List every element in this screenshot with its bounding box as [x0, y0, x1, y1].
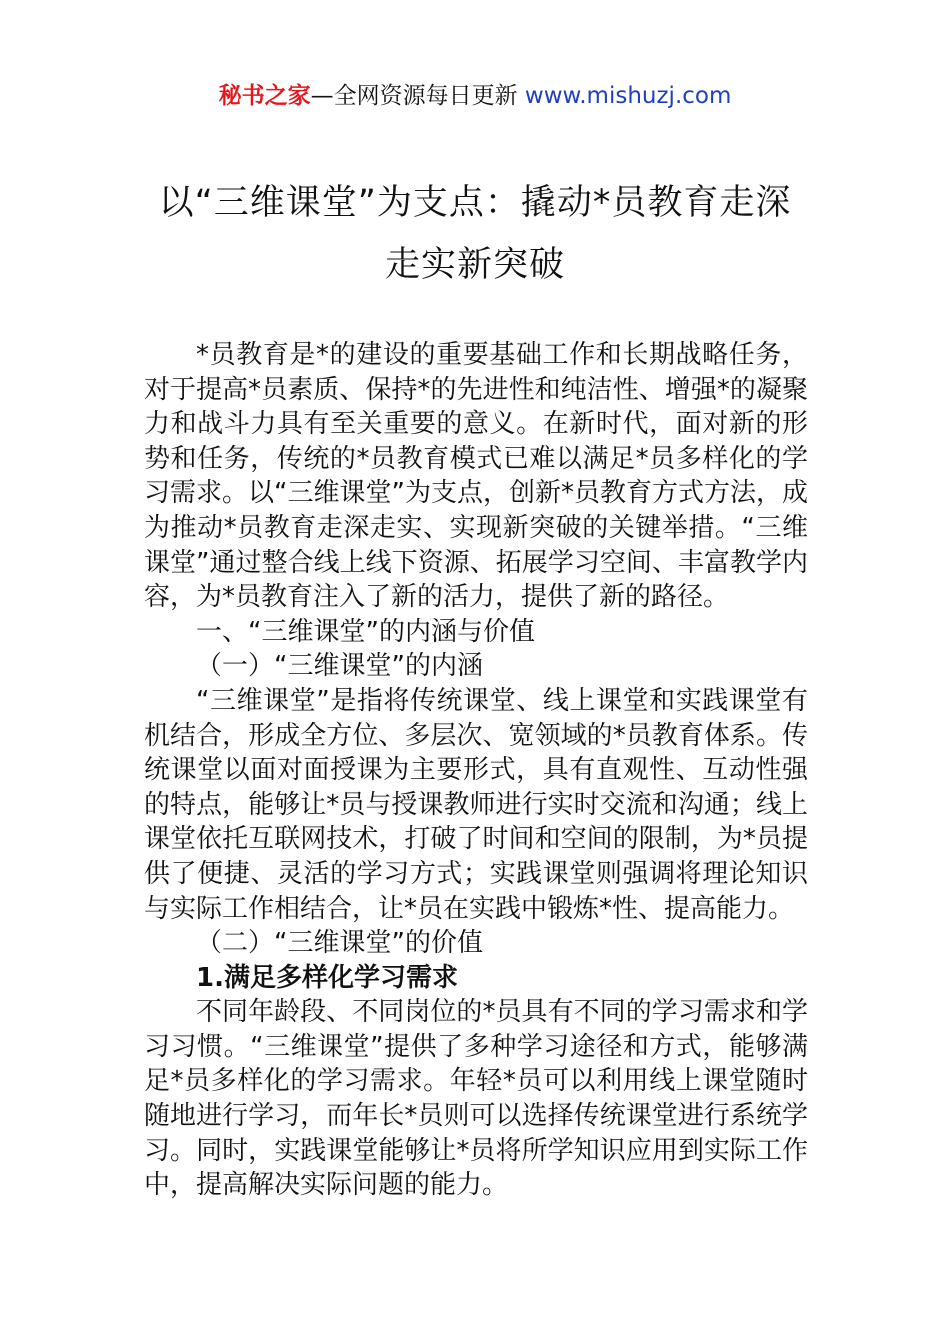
- title-line-1: 以“三维课堂”为支点：撬动*员教育走深: [158, 183, 792, 223]
- subsection-heading-2: （二）“三维课堂”的价值: [196, 928, 483, 959]
- title-line-2: 走实新突破: [384, 245, 565, 285]
- header-tagline: —全网资源每日更新: [310, 83, 525, 109]
- site-url-link[interactable]: www.mishuzj.com: [524, 83, 732, 109]
- brand-name: 秘书之家: [218, 83, 311, 109]
- site-header: [0, 80, 950, 112]
- section-heading-1: 一、“三维课堂”的内涵与价值: [196, 616, 535, 647]
- document-body: [144, 338, 808, 1203]
- document-title: [140, 172, 810, 296]
- subsection-1-paragraph: “三维课堂”是指将传统课堂、线上课堂和实践课堂有机结合，形成全方位、多层次、宽领域的*员教育体系。传统课堂以面对面授课为主要形式，具有直观性、互动性强的特点，能够让*员与授课教师进行实时交流和沟通；线上课堂依托互联网技术，打破了时间和空间的限制，为*员提供了便捷、灵活的学习方式；实践课堂则强调将理论知识与实际工作相结合，让*员在实践中锻炼*性、提高能力。: [144, 685, 808, 924]
- point-heading-1: 1.满足多样化学习需求: [196, 962, 458, 993]
- intro-paragraph: *员教育是*的建设的重要基础工作和长期战略任务，对于提高*员素质、保持*的先进性和纯洁性、增强*的凝聚力和战斗力具有至关重要的意义。在新时代，面对新的形势和任务，传统的*员教育模式已难以满足*员多样化的学习需求。以“三维课堂”为支点，创新*员教育方式方法，成为推动*员教育走深走实、实现新突破的关键举措。“三维课堂”通过整合线上线下资源、拓展学习空间、丰富教学内容，为*员教育注入了新的活力，提供了新的路径。: [144, 340, 808, 613]
- subsection-heading-1: （一）“三维课堂”的内涵: [196, 651, 483, 682]
- point-1-paragraph: 不同年龄段、不同岗位的*员具有不同的学习需求和学习习惯。“三维课堂”提供了多种学习途径和方式，能够满足*员多样化的学习需求。年轻*员可以利用线上课堂随时随地进行学习，而年长*员则可以选择传统课堂进行系统学习。同时，实践课堂能够让*员将所学知识应用到实际工作中，提高解决实际问题的能力。: [144, 997, 808, 1201]
